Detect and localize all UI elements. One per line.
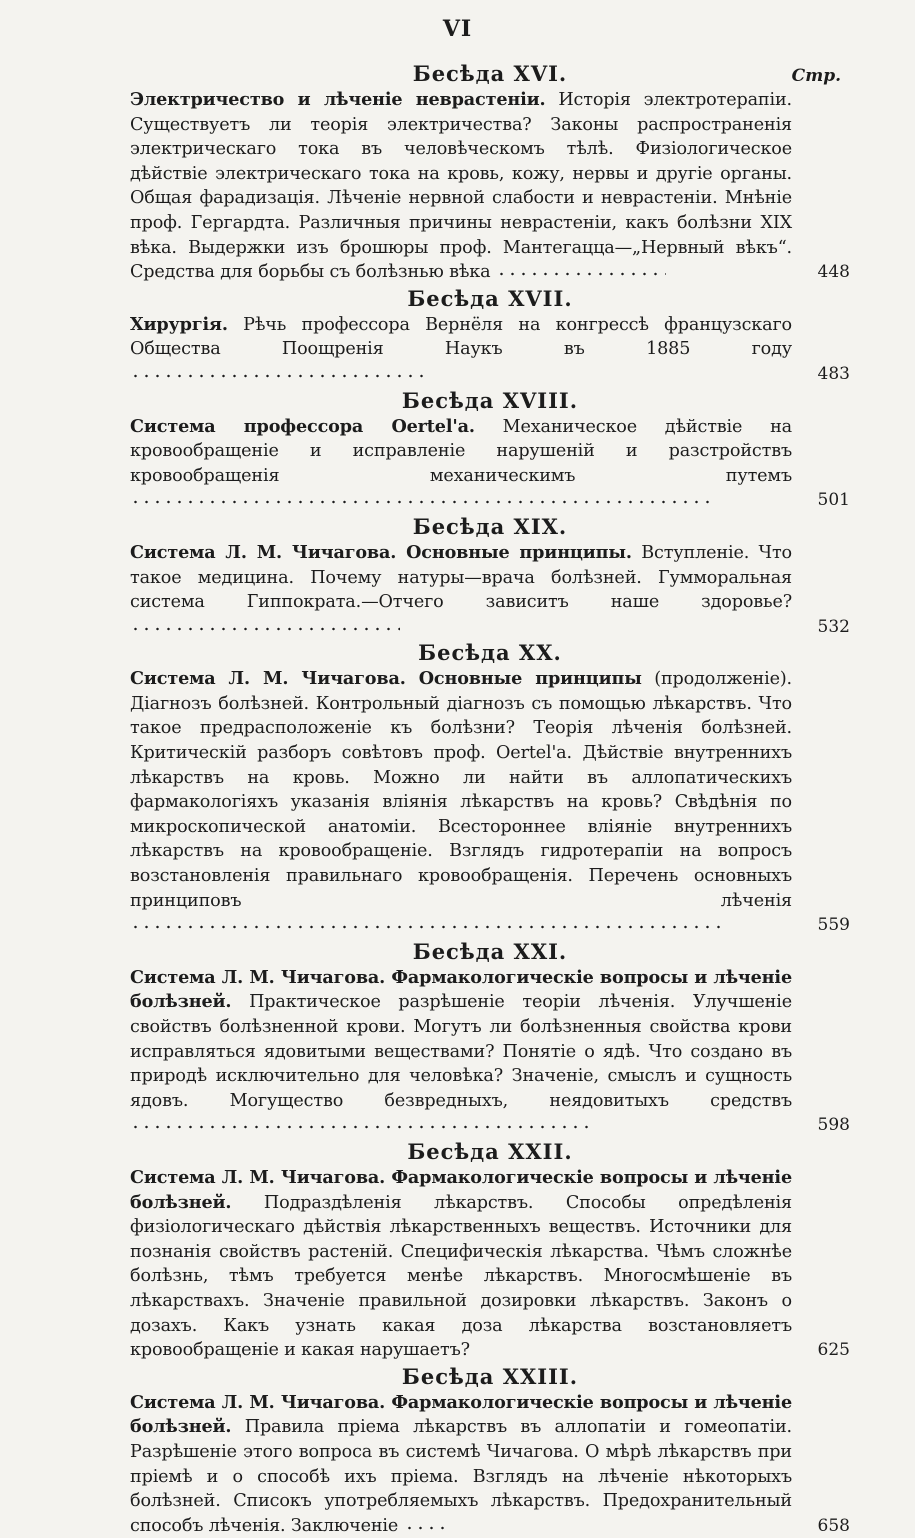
entry-bold-lead: Система Л. М. Чичагова. Основные принципы [130,668,642,690]
toc-entry [130,938,850,1138]
entry-description [130,415,792,513]
entry-text: Рѣчь профессора Вернёля на конгрессѣ французскаго Общества Поощренія Наукъ въ 1885 году [130,314,792,360]
entry-heading: Бесѣда XXI. [412,938,568,964]
toc-entry [130,60,850,285]
entry-description [130,313,792,387]
entry-text: Вступленіе. Что такое медицина. Почему натуры—врача болѣзней. Гуммоpальная система Гиппократа.—Отчего зависитъ наше здоровье? [130,542,792,613]
entry-bold-lead: Система Л. М. Чичагова. Фармакологическіе вопросы и лѣченіе болѣзней. [130,1166,792,1213]
dot-leader [404,1517,444,1531]
entry-description [130,667,792,938]
entry-text: Практическое разрѣшеніе теоріи лѣченія. Улучшеніе свойствъ болѣзненной крови. Могутъ ли болѣзненныя свойства крови исправляться ядовитыми веществами? Понятіе о ядѣ. Что создано въ природѣ исключительно для человѣка? Значеніе, смыслъ и сущность ядовъ. Могущество безвредныхъ, неядовитыхъ средствъ [130,992,792,1111]
entry-description [130,541,792,639]
entry-heading: Бесѣда XX. [418,640,562,666]
dot-leader [130,365,430,379]
entry-text: Механическое дѣйствіе на кровообращеніе и исправленіе нарушеній и разстройствъ кровообращенія механическимъ путемъ [130,416,792,486]
toc-entry [130,285,850,387]
entry-page-number: 559 [817,915,850,936]
dot-leader [496,263,666,277]
dot-leader [130,916,720,930]
entry-page-number: 598 [817,1115,850,1136]
toc-entry [130,387,850,513]
toc-entry [130,1363,850,1538]
entry-heading: Бесѣда XVII. [407,285,573,311]
dot-leader [130,1116,590,1130]
entry-text: Правила пріема лѣкарствъ въ аллопатіи и гомеопатіи. Разрѣшеніе этого вопроса въ системѣ Чичагова. О мѣрѣ лѣкарствъ при пріемѣ и о способѣ ихъ пріема. Взглядъ на лѣченіе нѣкоторыхъ болѣзней. Списокъ употребляемыхъ лѣкарствъ. Предохранительный способъ лѣченія. Заключеніе [130,1417,792,1536]
entry-bold-lead: Система Л. М. Чичагова. Фармакологическіе вопросы и лѣченіе болѣзней. [130,966,792,1013]
page-column-label: Стр. [791,66,841,86]
entry-bold-lead: Электричество и лѣченіе неврастеніи. [130,89,546,110]
entry-heading: Бесѣда XIX. [412,513,568,539]
entry-heading: Бесѣда XXIII. [401,1363,579,1389]
entry-heading: Бесѣда XXII. [407,1138,573,1164]
entry-bold-lead: Система профессора Oertel'a. [130,415,475,437]
entry-heading: Бесѣда XVI. [412,61,568,86]
entry-page-number: 532 [817,616,850,637]
entry-bold-lead: Система Л. М. Чичагова. Фармакологическіе вопросы и лѣченіе болѣзней. [130,1391,792,1438]
entry-page-number: 501 [817,490,850,511]
entry-page-number: 448 [817,262,850,283]
roman-page-number: VI [442,16,473,42]
toc-entry [130,1138,850,1363]
dot-leader [130,491,710,505]
entry-page-number: 483 [817,363,850,384]
entry-description [130,1166,792,1363]
entry-text: Исторія электротерапіи. Существуетъ ли теорія электричества? Законы распространенія электрическаго тока въ человѣческомъ тѣлѣ. Физіологическое дѣйствіе электрическаго тока на кровь, кожу, нервы и другіе органы. Общая фарадизація. Лѣченіе нервной слабости и неврастеніи. Мнѣніе проф. Гергардта. Различныя причины неврастеніи, какъ болѣзни XIX вѣка. Выдержки изъ брошюры проф. Мантегацца—„Нервный вѣкъ“. Средства для борьбы съ болѣзнью вѣка [130,90,792,283]
entry-text: (продолженіе). Діагнозъ болѣзней. Контрольный діагнозъ съ помощью лѣкарствъ. Что такое предрасположеніе къ болѣзни? Теорія лѣченія болѣзней. Критическій разборъ совѣтовъ проф. Oertel'a. Дѣйствіе внутреннихъ лѣкарствъ на кровь. Можно ли найти въ аллопатическихъ фармакологіяхъ указанія вліянія лѣкарствъ на кровь? Свѣдѣнія по микроскопической анатоміи. Всестороннее вліяніе внутреннихъ лѣкарствъ на кровообращеніе. Взглядъ гидротерапіи на вопросъ возстановленія правильнаго кровообращенія. Перечень основныхъ принциповъ лѣченія [130,669,792,911]
entry-bold-lead: Хирургія. [130,313,228,335]
entry-description [130,88,792,285]
entry-page-number: 625 [817,1340,850,1361]
table-of-contents [130,60,850,1538]
entry-description [130,966,792,1138]
entry-bold-lead: Система Л. М. Чичагова. Основные принципы. [130,541,632,563]
entry-heading: Бесѣда XVIII. [401,387,579,413]
entry-description [130,1391,792,1538]
entry-text: Подраздѣленія лѣкарствъ. Способы опредѣленія физіологическаго дѣйствія лѣкарственныхъ веществъ. Источники для познанія свойствъ растеній. Специфическія лѣкарства. Чѣмъ сложнѣе болѣзнь, тѣмъ требуется менѣе лѣкарствъ. Многосмѣшеніе въ лѣкарствахъ. Значеніе правильной дозировки лѣкарствъ. Законъ о дозахъ. Какъ узнать какая доза лѣкарства возстановляетъ кровообращеніе и какая нарушаетъ? [130,1192,792,1361]
toc-entry [130,639,850,938]
toc-entry [130,513,850,639]
entry-page-number: 658 [817,1515,850,1536]
dot-leader [130,618,400,632]
